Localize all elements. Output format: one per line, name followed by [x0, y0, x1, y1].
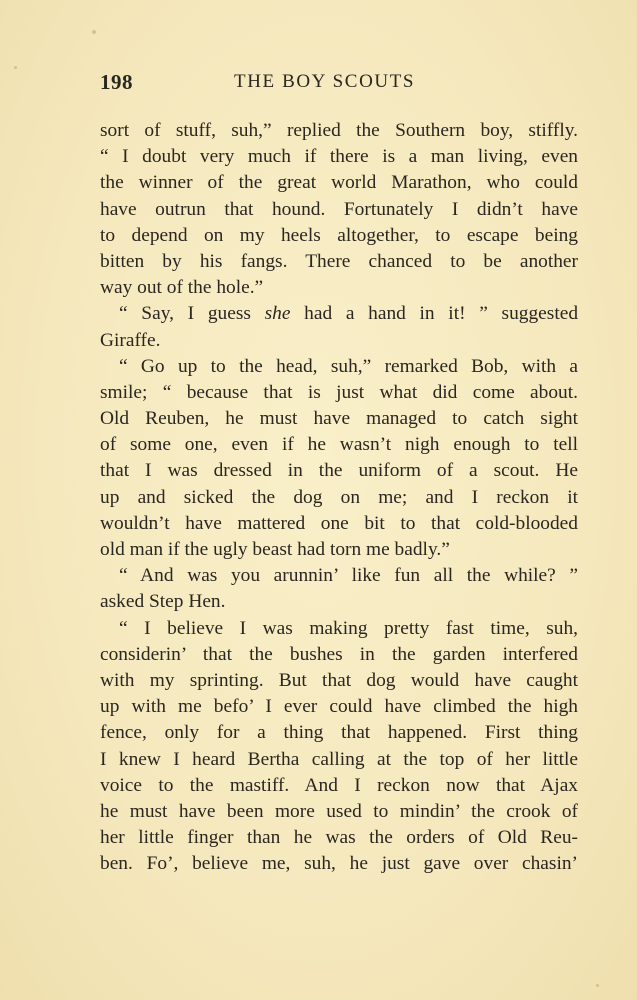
text-line: have outrun that hound. Fortunately I didn’t have [100, 198, 578, 220]
text-line: the winner of the great world Marathon, who could [100, 172, 578, 194]
text-line: wouldn’t have mattered one bit to that cold-blooded [100, 512, 578, 534]
text-line: fence, only for a thing that happened. First thing [100, 722, 578, 744]
text-line: old man if the ugly beast had torn me badly.” [100, 539, 450, 560]
text-line: way out of the hole.” [100, 277, 264, 299]
paper-blemish [14, 66, 17, 69]
text-line: “ Say, I guess she had a hand in it! ” suggested [119, 303, 578, 325]
running-head: THE BOY SCOUTS [234, 71, 416, 92]
text-line: ben. Fo’, believe me, suh, he just gave over chasin’ [100, 853, 578, 875]
emphasis: she [264, 303, 291, 325]
text-line: “ I doubt very much if there is a man living, even [100, 146, 578, 168]
text-line: “ I believe I was making pretty fast time, suh, [119, 617, 578, 639]
text-line: “ Go up to the head, suh,” remarked Bob, with a [119, 355, 578, 377]
paper-blemish [92, 30, 96, 34]
text-line: up and sicked the dog on me; and I reckon it [100, 486, 578, 508]
page-number: 198 [100, 70, 133, 94]
text-line: considerin’ that the bushes in the garden interfered [100, 643, 578, 665]
page-header [100, 70, 578, 98]
body-text [100, 118, 578, 877]
text-line: I knew I heard Bertha calling at the top of her little [100, 748, 578, 770]
text-line: to depend on my heels altogether, to escape being [100, 224, 578, 246]
text-line: asked Step Hen. [100, 591, 226, 613]
text-line: Old Reuben, he must have managed to catch sight [100, 408, 578, 430]
text-line: that I was dressed in the uniform of a scout. He [100, 460, 578, 482]
text-line: bitten by his fangs. There chanced to be another [100, 250, 578, 272]
paper-blemish [596, 984, 599, 987]
text-line: voice to the mastiff. And I reckon now that Ajax [100, 774, 578, 796]
text-line: smile; “ because that is just what did come about. [100, 381, 578, 403]
text-line: sort of stuff, suh,” replied the Southern boy, stiffly. [100, 120, 578, 141]
text-line: of some one, even if he wasn’t nigh enough to tell [100, 434, 578, 456]
text-line: up with me befo’ I ever could have climbed the high [100, 696, 578, 718]
text-line: “ And was you arunnin’ like fun all the while? ” [119, 565, 578, 587]
text-line: her little finger than he was the orders of Old Reu- [100, 827, 578, 849]
text-line: he must have been more used to mindin’ the crook of [100, 800, 578, 822]
text-line: with my sprinting. But that dog would have caught [100, 669, 578, 691]
text-line: Giraffe. [100, 329, 161, 351]
